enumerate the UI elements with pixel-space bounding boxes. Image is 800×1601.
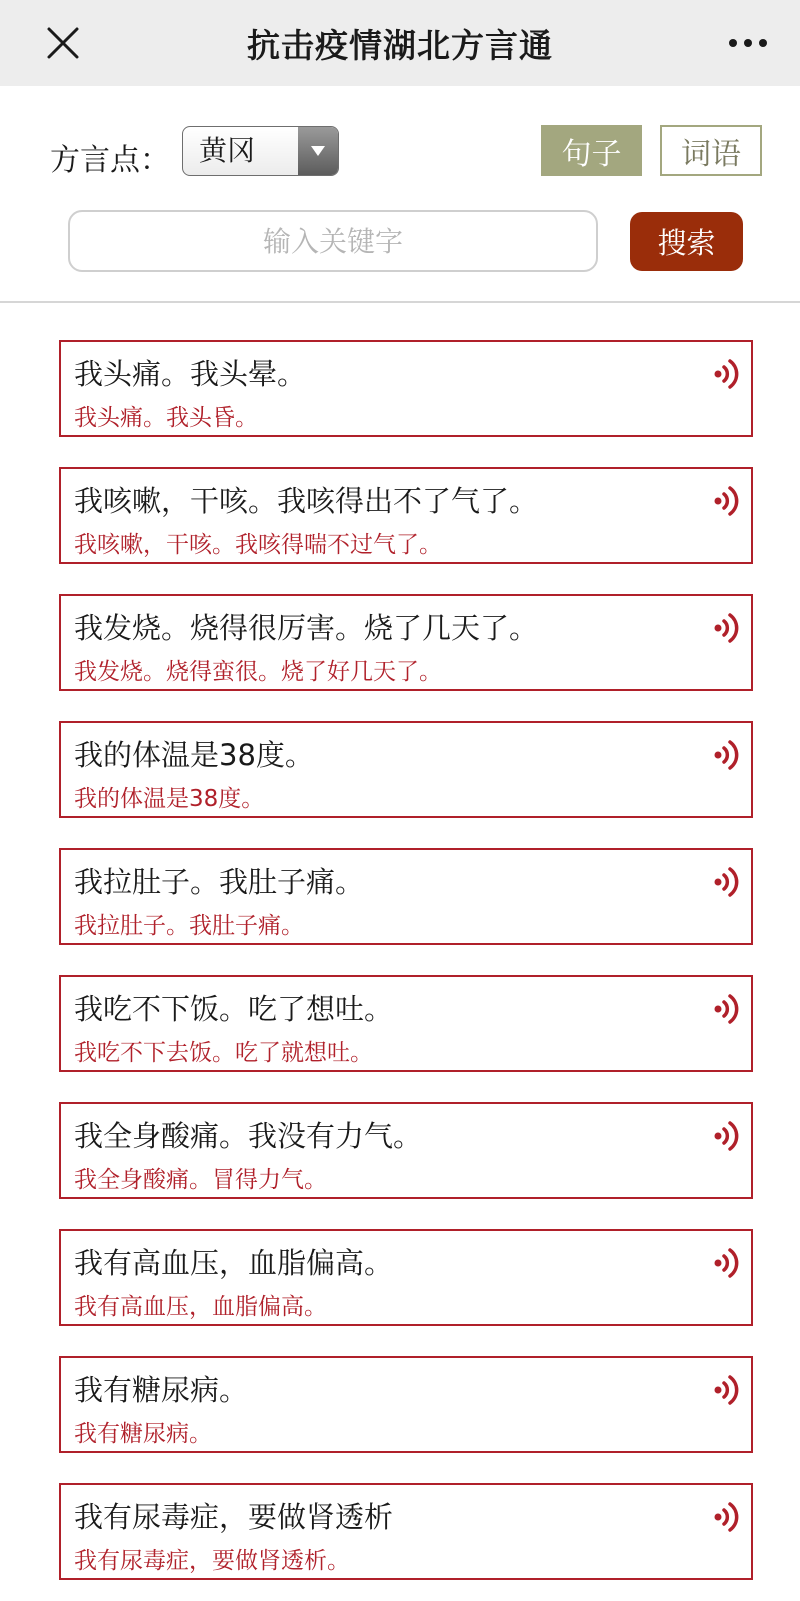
mandarin-sentence: 我有高血压，血脂偏高。 — [74, 1294, 327, 1320]
page-title: 抗击疫情湖北方言通 — [247, 25, 553, 65]
audio-icon[interactable] — [713, 864, 741, 900]
list-item — [59, 721, 753, 818]
audio-icon[interactable] — [713, 483, 741, 519]
list-item — [59, 975, 753, 1072]
dialect-sentence: 我有高血压，血脂偏高。 — [74, 1246, 394, 1280]
list-item — [59, 848, 753, 945]
divider — [0, 301, 800, 303]
dialect-select-value: 黄冈 — [199, 134, 256, 167]
dialect-sentence: 我拉肚子。我肚子痛。 — [74, 865, 365, 899]
search-button[interactable]: 搜索 — [630, 212, 743, 271]
dialect-sentence: 我全身酸痛。我没有力气。 — [74, 1119, 423, 1153]
dialect-sentence: 我吃不下饭。吃了想吐。 — [74, 992, 394, 1026]
dialect-sentence: 我发烧。烧得很厉害。烧了几天了。 — [74, 611, 539, 645]
mandarin-sentence: 我发烧。烧得蛮很。烧了好几天了。 — [74, 659, 442, 685]
mandarin-sentence: 我咳嗽，干咳。我咳得喘不过气了。 — [74, 532, 442, 558]
dialect-sentence: 我有糖尿病。 — [74, 1373, 249, 1407]
mandarin-sentence: 我全身酸痛。冒得力气。 — [74, 1167, 327, 1193]
mandarin-sentence: 我吃不下去饭。吃了就想吐。 — [74, 1040, 373, 1066]
dialect-sentence: 我有尿毒症，要做肾透析 — [74, 1500, 394, 1534]
dialect-sentence: 我咳嗽，干咳。我咳得出不了气了。 — [74, 484, 539, 518]
dialect-sentence: 我的体温是38度。 — [74, 738, 314, 772]
audio-icon[interactable] — [713, 1499, 741, 1535]
list-item — [59, 594, 753, 691]
audio-icon[interactable] — [713, 991, 741, 1027]
tab-words[interactable]: 词语 — [660, 125, 762, 176]
dialect-select[interactable] — [182, 126, 339, 176]
mandarin-sentence: 我拉肚子。我肚子痛。 — [74, 913, 304, 939]
mandarin-sentence: 我头痛。我头昏。 — [74, 405, 258, 431]
audio-icon[interactable] — [713, 1372, 741, 1408]
search-controls — [0, 86, 800, 302]
list-item — [59, 340, 753, 437]
audio-icon[interactable] — [713, 1118, 741, 1154]
audio-icon[interactable] — [713, 356, 741, 392]
mandarin-sentence: 我的体温是38度。 — [74, 786, 265, 812]
audio-icon[interactable] — [713, 737, 741, 773]
more-icon[interactable] — [728, 36, 768, 50]
dialect-sentence: 我头痛。我头晕。 — [74, 357, 307, 391]
mandarin-sentence: 我有尿毒症，要做肾透析。 — [74, 1548, 350, 1574]
search-input[interactable] — [68, 210, 598, 272]
mandarin-sentence: 我有糖尿病。 — [74, 1421, 212, 1447]
sentence-list — [59, 340, 753, 1601]
title-bar — [0, 0, 800, 86]
list-item — [59, 1229, 753, 1326]
list-item — [59, 1102, 753, 1199]
tab-sentences[interactable]: 句子 — [541, 125, 642, 176]
list-item — [59, 467, 753, 564]
audio-icon[interactable] — [713, 1245, 741, 1281]
dialect-label: 方言点： — [50, 143, 170, 178]
list-item — [59, 1356, 753, 1453]
close-icon[interactable] — [44, 24, 82, 62]
chevron-down-icon[interactable] — [298, 127, 338, 175]
list-item — [59, 1483, 753, 1580]
audio-icon[interactable] — [713, 610, 741, 646]
